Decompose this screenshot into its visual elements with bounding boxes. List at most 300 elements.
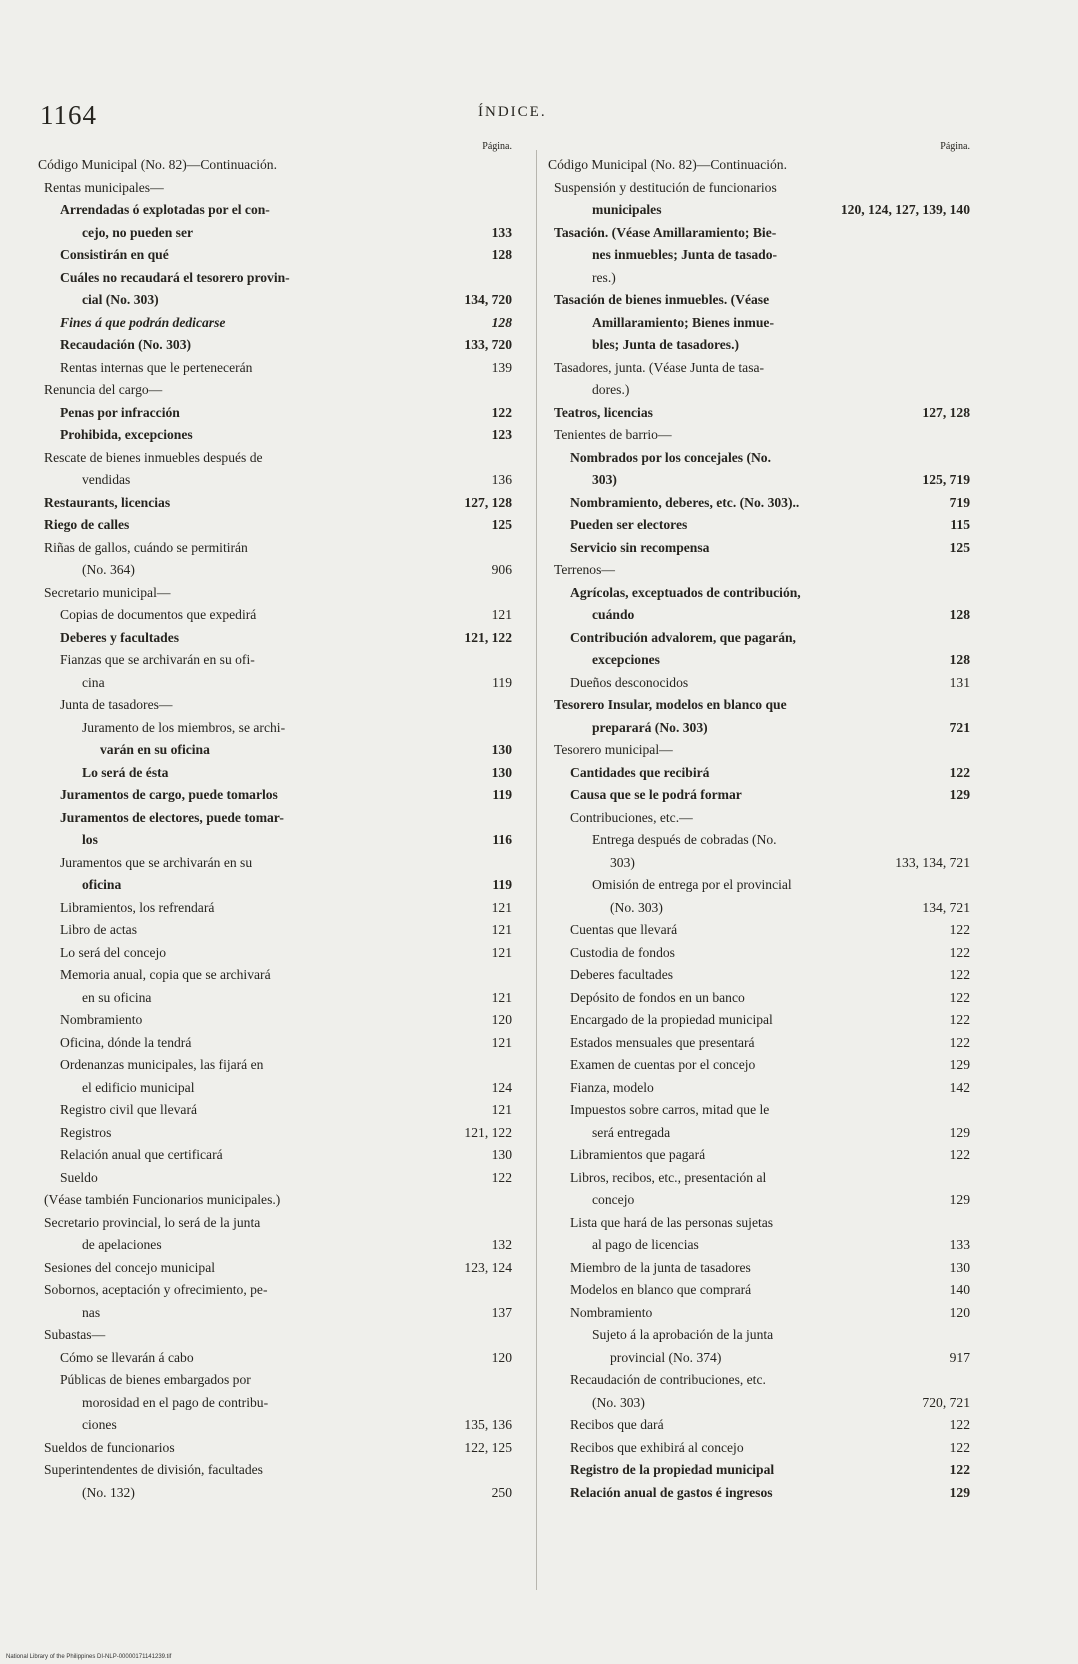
entry-text: varán en su oficina <box>100 742 210 757</box>
page-reference: 125, 719 <box>922 472 970 487</box>
index-entry <box>548 919 970 942</box>
column-header: Página. <box>482 141 512 152</box>
page-reference: 120 <box>491 1349 512 1365</box>
page-reference: 120, 124, 127, 139, 140 <box>840 202 970 217</box>
page-reference: 121, 122 <box>464 1124 512 1140</box>
index-entry <box>548 424 970 447</box>
index-entry <box>38 919 512 942</box>
index-entry <box>548 1054 970 1077</box>
index-entry <box>548 222 970 245</box>
page-reference: 121 <box>491 922 512 937</box>
index-entry <box>38 649 512 672</box>
page-reference: 133 <box>949 1237 970 1252</box>
index-entry <box>38 1167 512 1190</box>
page-reference: 136 <box>491 472 512 487</box>
index-entry <box>548 964 970 987</box>
left-entries <box>38 154 512 1504</box>
index-entry <box>38 762 512 785</box>
page-reference: 133, 720 <box>464 337 512 352</box>
page-reference: 119 <box>492 877 512 892</box>
index-entry <box>38 1459 512 1482</box>
entry-text: Rentas municipales— <box>44 179 164 195</box>
entry-text: Tesorero municipal— <box>554 742 673 757</box>
entry-text: el edificio municipal <box>82 1079 195 1095</box>
index-entry <box>548 1302 970 1325</box>
index-entry <box>38 1369 512 1392</box>
entry-text: Registros <box>60 1124 112 1140</box>
entry-text: Riego de calles <box>44 517 130 532</box>
page-reference: 122 <box>491 1169 512 1185</box>
page-reference: 122 <box>949 1417 970 1432</box>
index-entry <box>548 177 970 200</box>
page-reference: 719 <box>949 494 970 510</box>
page-reference: 140 <box>949 1282 970 1297</box>
entry-text: cejo, no pueden ser <box>82 224 194 240</box>
entry-text: 303) <box>610 854 635 870</box>
entry-text: bles; Junta de tasadores.) <box>592 337 740 352</box>
index-entry <box>38 807 512 830</box>
entry-text: Suspensión y destitución de funcionarios <box>554 179 777 195</box>
page-reference: 130 <box>949 1259 970 1275</box>
entry-text: Impuestos sobre carros, mitad que le <box>570 1102 770 1117</box>
index-entry <box>548 379 970 402</box>
index-entry <box>38 447 512 470</box>
entry-text: excepciones <box>592 652 660 667</box>
entry-text: Cómo se llevarán á cabo <box>60 1349 194 1365</box>
entry-text: Sesiones del concejo municipal <box>44 1259 216 1275</box>
page-reference: 917 <box>949 1349 970 1365</box>
page-reference: 142 <box>949 1079 970 1095</box>
index-entry <box>38 1324 512 1347</box>
page-number: 1164 <box>40 100 97 130</box>
index-entry <box>548 694 970 717</box>
page-reference: 121, 122 <box>464 629 512 645</box>
entry-text: Servicio sin recompensa <box>570 539 710 555</box>
entry-text: Penas por infracción <box>60 404 180 420</box>
page-reference: 139 <box>491 359 512 375</box>
column-header: Página. <box>940 141 970 152</box>
index-entry <box>38 964 512 987</box>
entry-text: 303) <box>592 472 617 487</box>
entry-text: Recaudación (No. 303) <box>60 337 192 352</box>
index-entry <box>38 559 512 582</box>
page-reference: 250 <box>491 1484 512 1500</box>
entry-text: Examen de cuentas por el concejo <box>570 1057 756 1072</box>
index-entry <box>38 1212 512 1235</box>
page-reference: 137 <box>491 1304 512 1320</box>
entry-text: (No. 364) <box>82 562 135 577</box>
index-entry <box>548 559 970 582</box>
entry-text: Copias de documentos que expedirá <box>60 607 257 622</box>
index-entry <box>38 492 512 515</box>
index-entry <box>548 762 970 785</box>
page-reference: 130 <box>491 1147 512 1162</box>
running-head: ÍNDICE. <box>478 104 547 120</box>
entry-text: Públicas de bienes embargados por <box>60 1372 251 1387</box>
page-reference: 129 <box>949 1484 970 1500</box>
entry-text: Subastas— <box>44 1327 106 1342</box>
index-entry <box>38 582 512 605</box>
entry-text: Libramientos que pagará <box>570 1147 706 1162</box>
entry-text: Juramentos que se archivarán en su <box>60 854 253 870</box>
index-entry <box>548 1257 970 1280</box>
entry-text: Registro de la propiedad municipal <box>570 1462 775 1477</box>
entry-text: Sujeto á la aprobación de la junta <box>592 1327 774 1342</box>
entry-text: (No. 132) <box>82 1484 135 1500</box>
index-entry <box>38 1077 512 1100</box>
index-entry <box>38 874 512 897</box>
entry-text: Estados mensuales que presentará <box>570 1034 755 1050</box>
entry-text: morosidad en el pago de contribu- <box>82 1394 269 1410</box>
entry-text: Juramentos de cargo, puede tomarlos <box>60 787 278 802</box>
entry-text: Teatros, licencias <box>554 404 653 420</box>
page-reference: 128 <box>491 247 512 262</box>
index-entry <box>38 537 512 560</box>
index-entry <box>38 177 512 200</box>
entry-text: Tasadores, junta. (Véase Junta de tasa- <box>554 359 765 375</box>
index-entry <box>38 1257 512 1280</box>
page-reference: 122 <box>949 764 970 780</box>
page-reference: 122 <box>949 944 970 960</box>
page-reference: 129 <box>949 1057 970 1072</box>
page-reference: 121 <box>491 899 512 915</box>
entry-text: dores.) <box>592 382 630 397</box>
entry-text: Lo será de ésta <box>82 764 169 780</box>
index-entry <box>38 1032 512 1055</box>
entry-text: Secretario municipal— <box>44 584 171 600</box>
index-entry <box>548 267 970 290</box>
index-entry <box>38 672 512 695</box>
index-entry <box>548 1279 970 1302</box>
page-reference: 127, 128 <box>464 494 512 510</box>
page-reference: 122 <box>949 989 970 1005</box>
page-reference: 122 <box>949 922 970 937</box>
entry-text: Modelos en blanco que comprará <box>570 1282 752 1297</box>
index-entry <box>38 424 512 447</box>
page-reference: 122, 125 <box>464 1439 512 1455</box>
entry-text: Sueldos de funcionarios <box>44 1439 175 1455</box>
index-entry <box>38 1347 512 1370</box>
index-entry <box>38 694 512 717</box>
entry-text: Nombramiento, deberes, etc. (No. 303).. <box>570 494 800 510</box>
index-entry <box>548 537 970 560</box>
index-entry <box>38 739 512 762</box>
entry-text: provincial (No. 374) <box>610 1349 722 1365</box>
entry-text: Deberes facultades <box>570 967 674 982</box>
page-reference: 125 <box>491 517 512 532</box>
entry-text: Depósito de fondos en un banco <box>570 989 745 1005</box>
entry-text: Tasación de bienes inmuebles. (Véase <box>554 292 770 307</box>
entry-text: Dueños desconocidos <box>570 674 689 690</box>
index-entry <box>548 357 970 380</box>
page-reference: 121 <box>491 944 512 960</box>
index-entry <box>548 1009 970 1032</box>
entry-text: Cuentas que llevará <box>570 922 678 937</box>
entry-text: Juramento de los miembros, se archi- <box>82 719 286 735</box>
index-entry <box>548 289 970 312</box>
index-entry <box>548 1369 970 1392</box>
index-entry <box>548 942 970 965</box>
entry-text: Sobornos, aceptación y ofrecimiento, pe- <box>44 1282 268 1297</box>
entry-text: Prohibida, excepciones <box>60 427 193 442</box>
entry-text: Recibos que dará <box>570 1417 664 1432</box>
index-entry <box>548 1099 970 1122</box>
index-entry <box>548 852 970 875</box>
entry-text: Ordenanzas municipales, las fijará en <box>60 1057 264 1072</box>
entry-text: Nombramiento <box>570 1304 653 1320</box>
entry-text: Restaurants, licencias <box>44 494 171 510</box>
index-entry <box>548 717 970 740</box>
index-entry <box>548 1437 970 1460</box>
index-entry <box>548 739 970 762</box>
index-entry <box>548 1077 970 1100</box>
entry-text: Pueden ser electores <box>570 517 688 532</box>
page-reference: 128 <box>491 314 512 330</box>
page-reference: 120 <box>949 1304 970 1320</box>
entry-text: Secretario provincial, lo será de la junta <box>44 1214 261 1230</box>
index-entry <box>38 784 512 807</box>
entry-text: municipales <box>592 202 662 217</box>
page-reference: 116 <box>492 832 512 847</box>
page-reference: 122 <box>949 1012 970 1027</box>
page-reference: 122 <box>949 1147 970 1162</box>
index-entry <box>38 1054 512 1077</box>
index-entry <box>548 784 970 807</box>
entry-text: Miembro de la junta de tasadores <box>570 1259 751 1275</box>
index-entry <box>548 1414 970 1437</box>
entry-text: Consistirán en qué <box>60 247 169 262</box>
entry-text: Nombrados por los concejales (No. <box>570 449 771 465</box>
index-entry <box>38 627 512 650</box>
entry-text: Lo será del concejo <box>60 944 167 960</box>
entry-text: Riñas de gallos, cuándo se permitirán <box>44 539 248 555</box>
index-entry <box>548 492 970 515</box>
index-entry <box>548 627 970 650</box>
entry-text: Libramientos, los refrendará <box>60 899 215 915</box>
index-entry <box>548 987 970 1010</box>
entry-text: Contribuciones, etc.— <box>570 809 693 825</box>
page-reference: 134, 720 <box>464 292 512 307</box>
page-reference: 122 <box>949 1462 970 1477</box>
index-entry <box>38 289 512 312</box>
entry-text: Agrícolas, exceptuados de contribución, <box>570 584 801 600</box>
page-reference: 124 <box>491 1079 512 1095</box>
index-entry <box>38 852 512 875</box>
index-entry <box>38 334 512 357</box>
index-entry <box>38 604 512 627</box>
page-reference: 121 <box>491 989 512 1005</box>
page-reference: 122 <box>949 1034 970 1050</box>
page-reference: 130 <box>491 742 512 757</box>
index-entry <box>38 199 512 222</box>
index-entry <box>548 1189 970 1212</box>
index-entry <box>38 357 512 380</box>
entry-text: en su oficina <box>82 989 152 1005</box>
entry-text: Tesorero Insular, modelos en blanco que <box>554 697 787 712</box>
index-entry <box>38 1279 512 1302</box>
index-entry <box>38 1302 512 1325</box>
index-entry <box>38 154 512 177</box>
entry-text: nes inmuebles; Junta de tasado- <box>592 247 778 262</box>
entry-text: Tasación. (Véase Amillaramiento; Bie- <box>554 224 777 240</box>
entry-text: Custodia de fondos <box>570 944 675 960</box>
entry-text: Junta de tasadores— <box>60 697 173 712</box>
index-entry <box>38 402 512 425</box>
entry-text: Fianzas que se archivarán en su ofi- <box>60 652 255 667</box>
entry-text: al pago de licencias <box>592 1237 699 1252</box>
entry-text: Cantidades que recibirá <box>570 764 710 780</box>
page-reference: 120 <box>491 1012 512 1027</box>
entry-text: Oficina, dónde la tendrá <box>60 1034 192 1050</box>
index-entry <box>38 244 512 267</box>
index-entry <box>548 402 970 425</box>
index-entry <box>38 1009 512 1032</box>
index-entry <box>548 199 970 222</box>
page-reference: 130 <box>491 764 512 780</box>
index-entry <box>548 244 970 267</box>
entry-text: Terrenos— <box>554 562 615 577</box>
index-entry <box>548 447 970 470</box>
index-entry <box>38 469 512 492</box>
index-entry <box>38 1437 512 1460</box>
page-reference: 129 <box>949 1124 970 1140</box>
index-entry <box>38 267 512 290</box>
entry-text: nas <box>82 1304 101 1320</box>
entry-text: Código Municipal (No. 82)—Continuación. <box>548 157 787 172</box>
entry-text: Fines á que podrán dedicarse <box>60 314 226 330</box>
entry-text: Omisión de entrega por el provincial <box>592 877 792 892</box>
index-entry <box>548 672 970 695</box>
entry-text: Nombramiento <box>60 1012 143 1027</box>
footer-credit: National Library of the Philippines DI-NLP-00000171141239.tif <box>6 1654 172 1660</box>
page-reference: 119 <box>492 674 512 690</box>
entry-text: Renuncia del cargo— <box>44 382 163 397</box>
page-reference: 129 <box>949 1192 970 1207</box>
index-entry <box>548 582 970 605</box>
entry-text: Cuáles no recaudará el tesorero provin- <box>60 269 290 285</box>
entry-text: Memoria anual, copia que se archivará <box>60 967 271 982</box>
index-entry <box>548 1459 970 1482</box>
page-reference: 906 <box>491 562 512 577</box>
index-entry <box>548 1234 970 1257</box>
index-entry <box>548 1212 970 1235</box>
entry-text: Contribución advalorem, que pagarán, <box>570 629 796 645</box>
entry-text: Lista que hará de las personas sujetas <box>570 1214 774 1230</box>
entry-text: (No. 303) <box>610 899 663 915</box>
index-entry <box>38 312 512 335</box>
entry-text: Entrega después de cobradas (No. <box>592 832 777 847</box>
index-entry <box>38 897 512 920</box>
entry-text: Tenientes de barrio— <box>554 427 672 442</box>
entry-text: Juramentos de electores, puede tomar- <box>60 809 284 825</box>
index-entry <box>38 1099 512 1122</box>
index-entry <box>548 1032 970 1055</box>
page-reference: 135, 136 <box>464 1417 512 1432</box>
entry-text: vendidas <box>82 472 131 487</box>
page-reference: 721 <box>949 719 970 735</box>
entry-text: Rentas internas que le pertenecerán <box>60 359 253 375</box>
index-entry <box>38 717 512 740</box>
page-reference: 133, 134, 721 <box>895 854 970 870</box>
index-entry <box>548 807 970 830</box>
index-entry <box>548 649 970 672</box>
entry-text: preparará (No. 303) <box>592 719 708 735</box>
index-entry <box>38 1414 512 1437</box>
right-column <box>548 140 970 1504</box>
entry-text: oficina <box>82 877 122 892</box>
entry-text: Amillaramiento; Bienes inmue- <box>592 314 774 330</box>
index-entry <box>548 1144 970 1167</box>
entry-text: Fianza, modelo <box>570 1079 654 1095</box>
page-reference: 129 <box>949 787 970 802</box>
entry-text: Recaudación de contribuciones, etc. <box>570 1372 766 1387</box>
entry-text: cial (No. 303) <box>82 292 159 307</box>
index-entry <box>548 334 970 357</box>
index-entry <box>38 1234 512 1257</box>
entry-text: Encargado de la propiedad municipal <box>570 1012 773 1027</box>
page-reference: 119 <box>492 787 512 802</box>
index-entry <box>38 379 512 402</box>
entry-text: (No. 303) <box>592 1394 645 1410</box>
index-entry <box>38 1392 512 1415</box>
page-reference: 127, 128 <box>922 404 970 420</box>
index-entry <box>548 829 970 852</box>
index-entry <box>548 469 970 492</box>
index-entry <box>38 1482 512 1505</box>
entry-text: Relación anual que certificará <box>60 1147 223 1162</box>
entry-text: Rescate de bienes inmuebles después de <box>44 449 263 465</box>
index-entry <box>548 1167 970 1190</box>
index-entry <box>548 1482 970 1505</box>
entry-text: res.) <box>592 269 616 285</box>
index-entry <box>38 987 512 1010</box>
entry-text: los <box>82 832 98 847</box>
entry-text: Código Municipal (No. 82)—Continuación. <box>38 157 277 172</box>
page-reference: 720, 721 <box>922 1394 970 1410</box>
page-reference: 123, 124 <box>464 1259 512 1275</box>
entry-text: Relación anual de gastos é ingresos <box>570 1484 773 1500</box>
page-reference: 115 <box>950 517 970 532</box>
index-entry <box>548 604 970 627</box>
index-entry <box>548 312 970 335</box>
page-reference: 125 <box>949 539 970 555</box>
index-entry <box>548 1392 970 1415</box>
index-entry <box>38 1189 512 1212</box>
entry-text: Recibos que exhibirá al concejo <box>570 1439 744 1455</box>
page-reference: 131 <box>949 674 970 690</box>
page-reference: 128 <box>949 607 970 622</box>
page-reference: 121 <box>491 1102 512 1117</box>
index-entry <box>548 1122 970 1145</box>
index-entry <box>548 1324 970 1347</box>
page-reference: 133 <box>491 224 512 240</box>
page-reference: 122 <box>949 1439 970 1455</box>
index-entry <box>38 942 512 965</box>
right-entries <box>548 154 970 1504</box>
entry-text: Libro de actas <box>60 922 137 937</box>
index-entry <box>548 154 970 177</box>
entry-text: Libros, recibos, etc., presentación al <box>570 1169 767 1185</box>
page-reference: 121 <box>491 607 512 622</box>
entry-text: Causa que se le podrá formar <box>570 787 742 802</box>
index-entry <box>38 1122 512 1145</box>
entry-text: Deberes y facultades <box>60 629 180 645</box>
page-reference: 122 <box>491 404 512 420</box>
page-reference: 134, 721 <box>922 899 970 915</box>
index-entry <box>38 829 512 852</box>
entry-text: será entregada <box>592 1124 671 1140</box>
page-reference: 123 <box>491 427 512 442</box>
